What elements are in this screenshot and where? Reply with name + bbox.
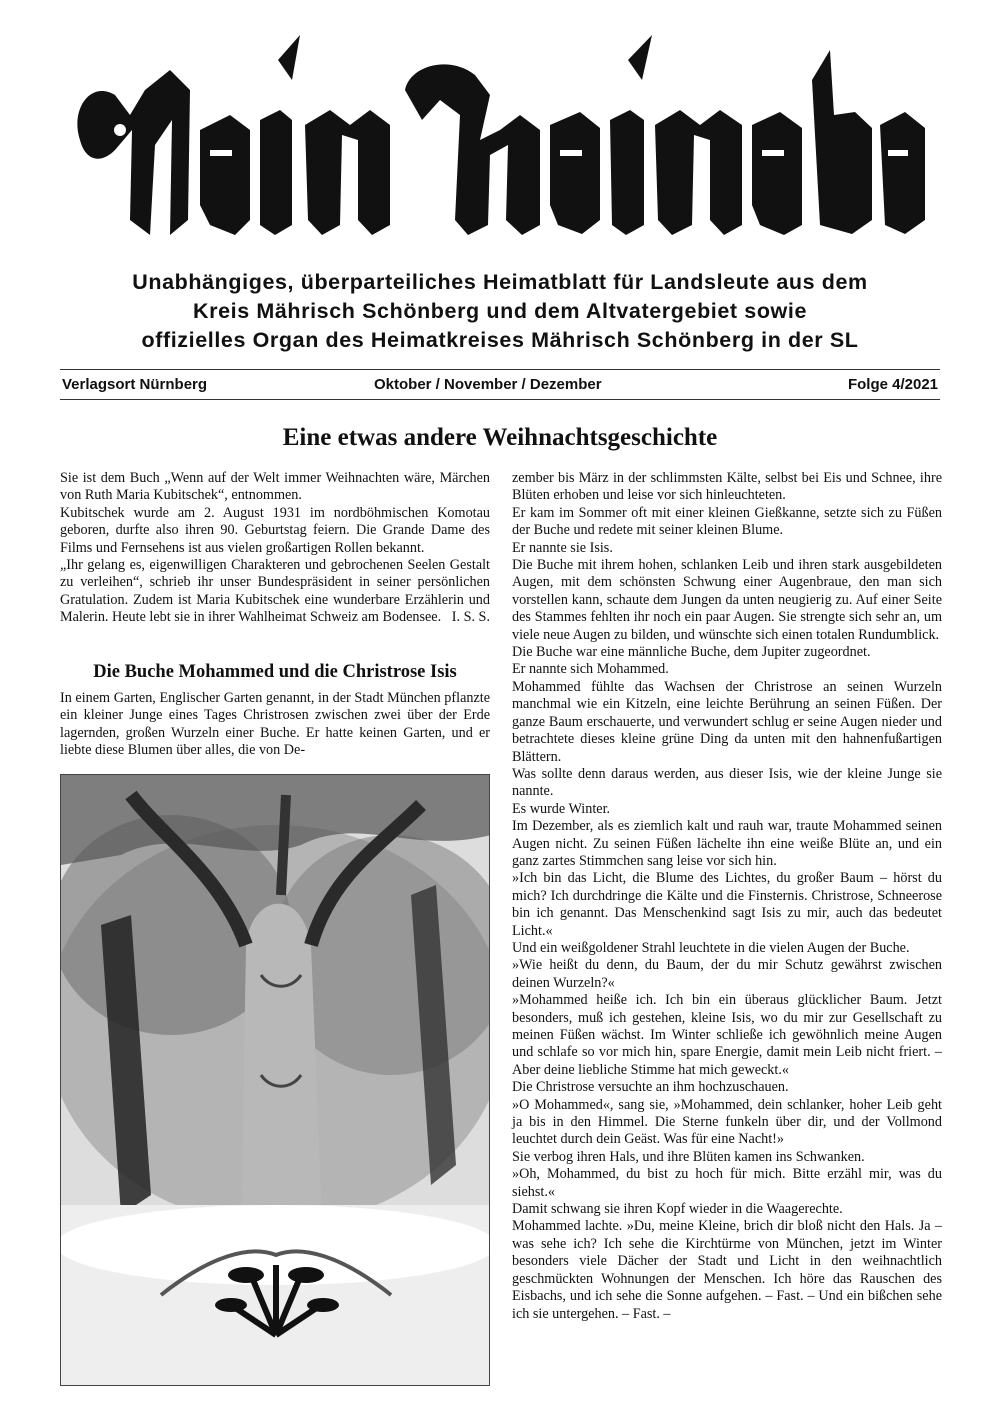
story-paragraph: Es wurde Winter. [512,800,611,817]
intro-paragraph: Sie ist dem Buch „Wenn auf der Welt immer Weihnachten wäre, Märchen von Ruth Maria Kubitschek“, entnommen. [60,470,490,504]
issue-months: Oktober / November / Dezember [374,376,602,393]
article-headline: Eine etwas andere Weihnachtsgeschichte [282,424,718,451]
intro-column [60,470,490,627]
story-paragraph: »O Mohammed«, sang sie, »Mohammed, dein schlanker, hoher Leib geht ja bis in den Himmel. Die Sterne funkeln über dir, und der Vollmond leuchtet durch dein Geäst. Was für eine Nacht!» [512,1096,942,1148]
story-paragraph: »Mohammed heiße ich. Ich bin ein überaus glücklicher Baum. Jetzt besonders, muß ich gestehen, kleine Isis, wo du mir zur Gesellschaft zu meinen Füßen wächst. Im Winter schließe ich gewöhnlich meine Augen und schlafe so vor mich hin, spare Energie, damit mein Leib nicht friert. – Aber deine liebliche Stimme hat mich geweckt.« [512,992,942,1078]
subtitle [60,268,940,355]
story-paragraph: Damit schwang sie ihren Kopf wieder in die Waagerechte. [512,1201,843,1218]
intro-paragraph [60,557,490,627]
story-paragraph: »Wie heißt du denn, du Baum, der du mir Schutz gewährst zwischen deinen Wurzeln?« [512,957,942,991]
subtitle-line-2: Kreis Mährisch Schönberg und dem Altvatergebiet sowie [192,299,808,323]
story-paragraph: Die Buche war eine männliche Buche, dem Jupiter zugeordnet. [512,644,871,661]
story-subheading: Die Buche Mohammed und die Christrose Isis [93,662,457,682]
story-paragraph: Die Christrose versuchte an ihm hochzuschauen. [512,1079,789,1096]
story-paragraph: Mohammed fühlte das Wachsen der Christrose an seinen Wurzeln manchmal wie ein Kitzeln, eine leichte Berührung an seinen Füßen. Der ganze Baum erschauerte, und verwundert schlug er seine Augen nieder und betrachtete dieses kleine grüne Ding da unten mit den hahnenfußartigen Blättern. [512,678,942,765]
intro-text: „Ihr gelang es, eigenwilligen Charakteren und gebrochenen Seelen Gestalt zu verleihen“, schrieb ihr unser Bundespräsident in seiner persönlichen Gratulation. Zudem ist Maria Kubitschek eine wunderbare Erzählerin und Malerin. Heute lebt sie in ihrer Wahlheimat Schweiz am Bodensee. [60,557,490,626]
story-paragraph: Mohammed lachte. »Du, meine Kleine, brich dir bloß nicht den Hals. Ja – was sehe ich? Ich sehe die Kirchtürme von München, jetzt im Winter besonders viele Dächer der Stadt und Licht in den weihnachtlich geschmückten Wohnungen der Menschen. Ich höre das Rauschen des Eisbachs, und ich sehe die Sonne aufgehen. – Fast. – Und ein bißchen sehe ich sie untergehen. – Fast. – [512,1218,942,1322]
subtitle-line-3: offizielles Organ des Heimatkreises Mährisch Schönberg in der SL [141,328,859,352]
tree-illustration [60,774,490,1386]
issue-info-bar [60,376,940,398]
story-paragraph: Er kam im Sommer oft mit einer kleinen Gießkanne, setzte sich zu Füßen der Buche und redete mit seiner kleinen Blume. [512,504,942,539]
story-paragraph: »Ich bin das Licht, die Blume des Lichtes, du großer Baum – hörst du mich? Ich durchdringe die Kälte und die Finsternis. Christrose, Schneerose bin ich genannt. Das Menschenkind sagt Isis zu mir, auch das bedeutet Licht.« [512,870,942,939]
story-opening [60,690,490,760]
divider-bottom [60,399,940,400]
story-paragraph: Er nannte sie Isis. [512,539,613,556]
beech-tree-ink-painting [61,775,490,1386]
divider-top [60,369,940,370]
publication-place: Verlagsort Nürnberg [62,376,208,393]
story-paragraph: In einem Garten, Englischer Garten genannt, in der Stadt München pflanzte ein kleiner Junge eines Tages Christrosen zwischen zwei über der Erde lagernden, großen Wurzeln einer Buche. Er hatte keinen Garten, und er liebte diese Blumen über alles, die von De- [60,690,490,759]
story-paragraph: Er nannte sich Mohammed. [512,661,669,678]
blackletter-title [60,20,940,260]
story-paragraph: »Oh, Mohammed, du bist zu hoch für mich. Bitte erzähl mir, was du siehst.« [512,1166,942,1200]
story-paragraph: Die Buche mit ihrem hohen, schlanken Leib und ihren stark ausgebildeten Augen, mit dem schönsten Schwung einer Augenbraue, den man sich vorstellen kann, schaute dem Jungen da unten neugierig zu. Auf einer Seite des Stammes fehlten ihr noch ein paar Augen. Sie strengte sich sehr an, um viele neue Augen zu bilden, und wünschte sich einen totalen Rundumblick. [512,557,942,643]
story-paragraph: Was sollte denn daraus werden, aus dieser Isis, wie der kleine Junge sie nannte. [512,765,942,800]
story-paragraph: Sie verbog ihren Hals, und ihre Blüten kamen ins Schwanken. [512,1148,865,1165]
story-paragraph: Im Dezember, als es ziemlich kalt und rauh war, traute Mohammed seinen Augen nicht. Zu seinen Füßen lächelte ihn eine weiße Blüte an, und ein ganz zartes Stimmchen sang leise vor sich hin. [512,818,942,869]
author-signature: I. S. S. [451,609,490,626]
story-paragraph: zember bis März in der schlimmsten Kälte, selbst bei Eis und Schnee, ihre Blüten erhoben und leise vor sich hinleuchteten. [512,470,942,504]
story-paragraph: Und ein weißgoldener Strahl leuchtete in die vielen Augen der Buche. [512,939,910,956]
issue-number: Folge 4/2021 [847,376,938,393]
story-right-column [512,470,942,1323]
masthead-logo [60,20,940,260]
subtitle-line-1: Unabhängiges, überparteiliches Heimatblatt für Landsleute aus dem [132,270,868,294]
intro-paragraph: Kubitschek wurde am 2. August 1931 im nordböhmischen Komotau geboren, durfte also ihren 90. Geburtstag feiern. Die Grande Dame des Films und Fernsehens ist aus vielen großartigen Rollen bekannt. [60,504,490,556]
